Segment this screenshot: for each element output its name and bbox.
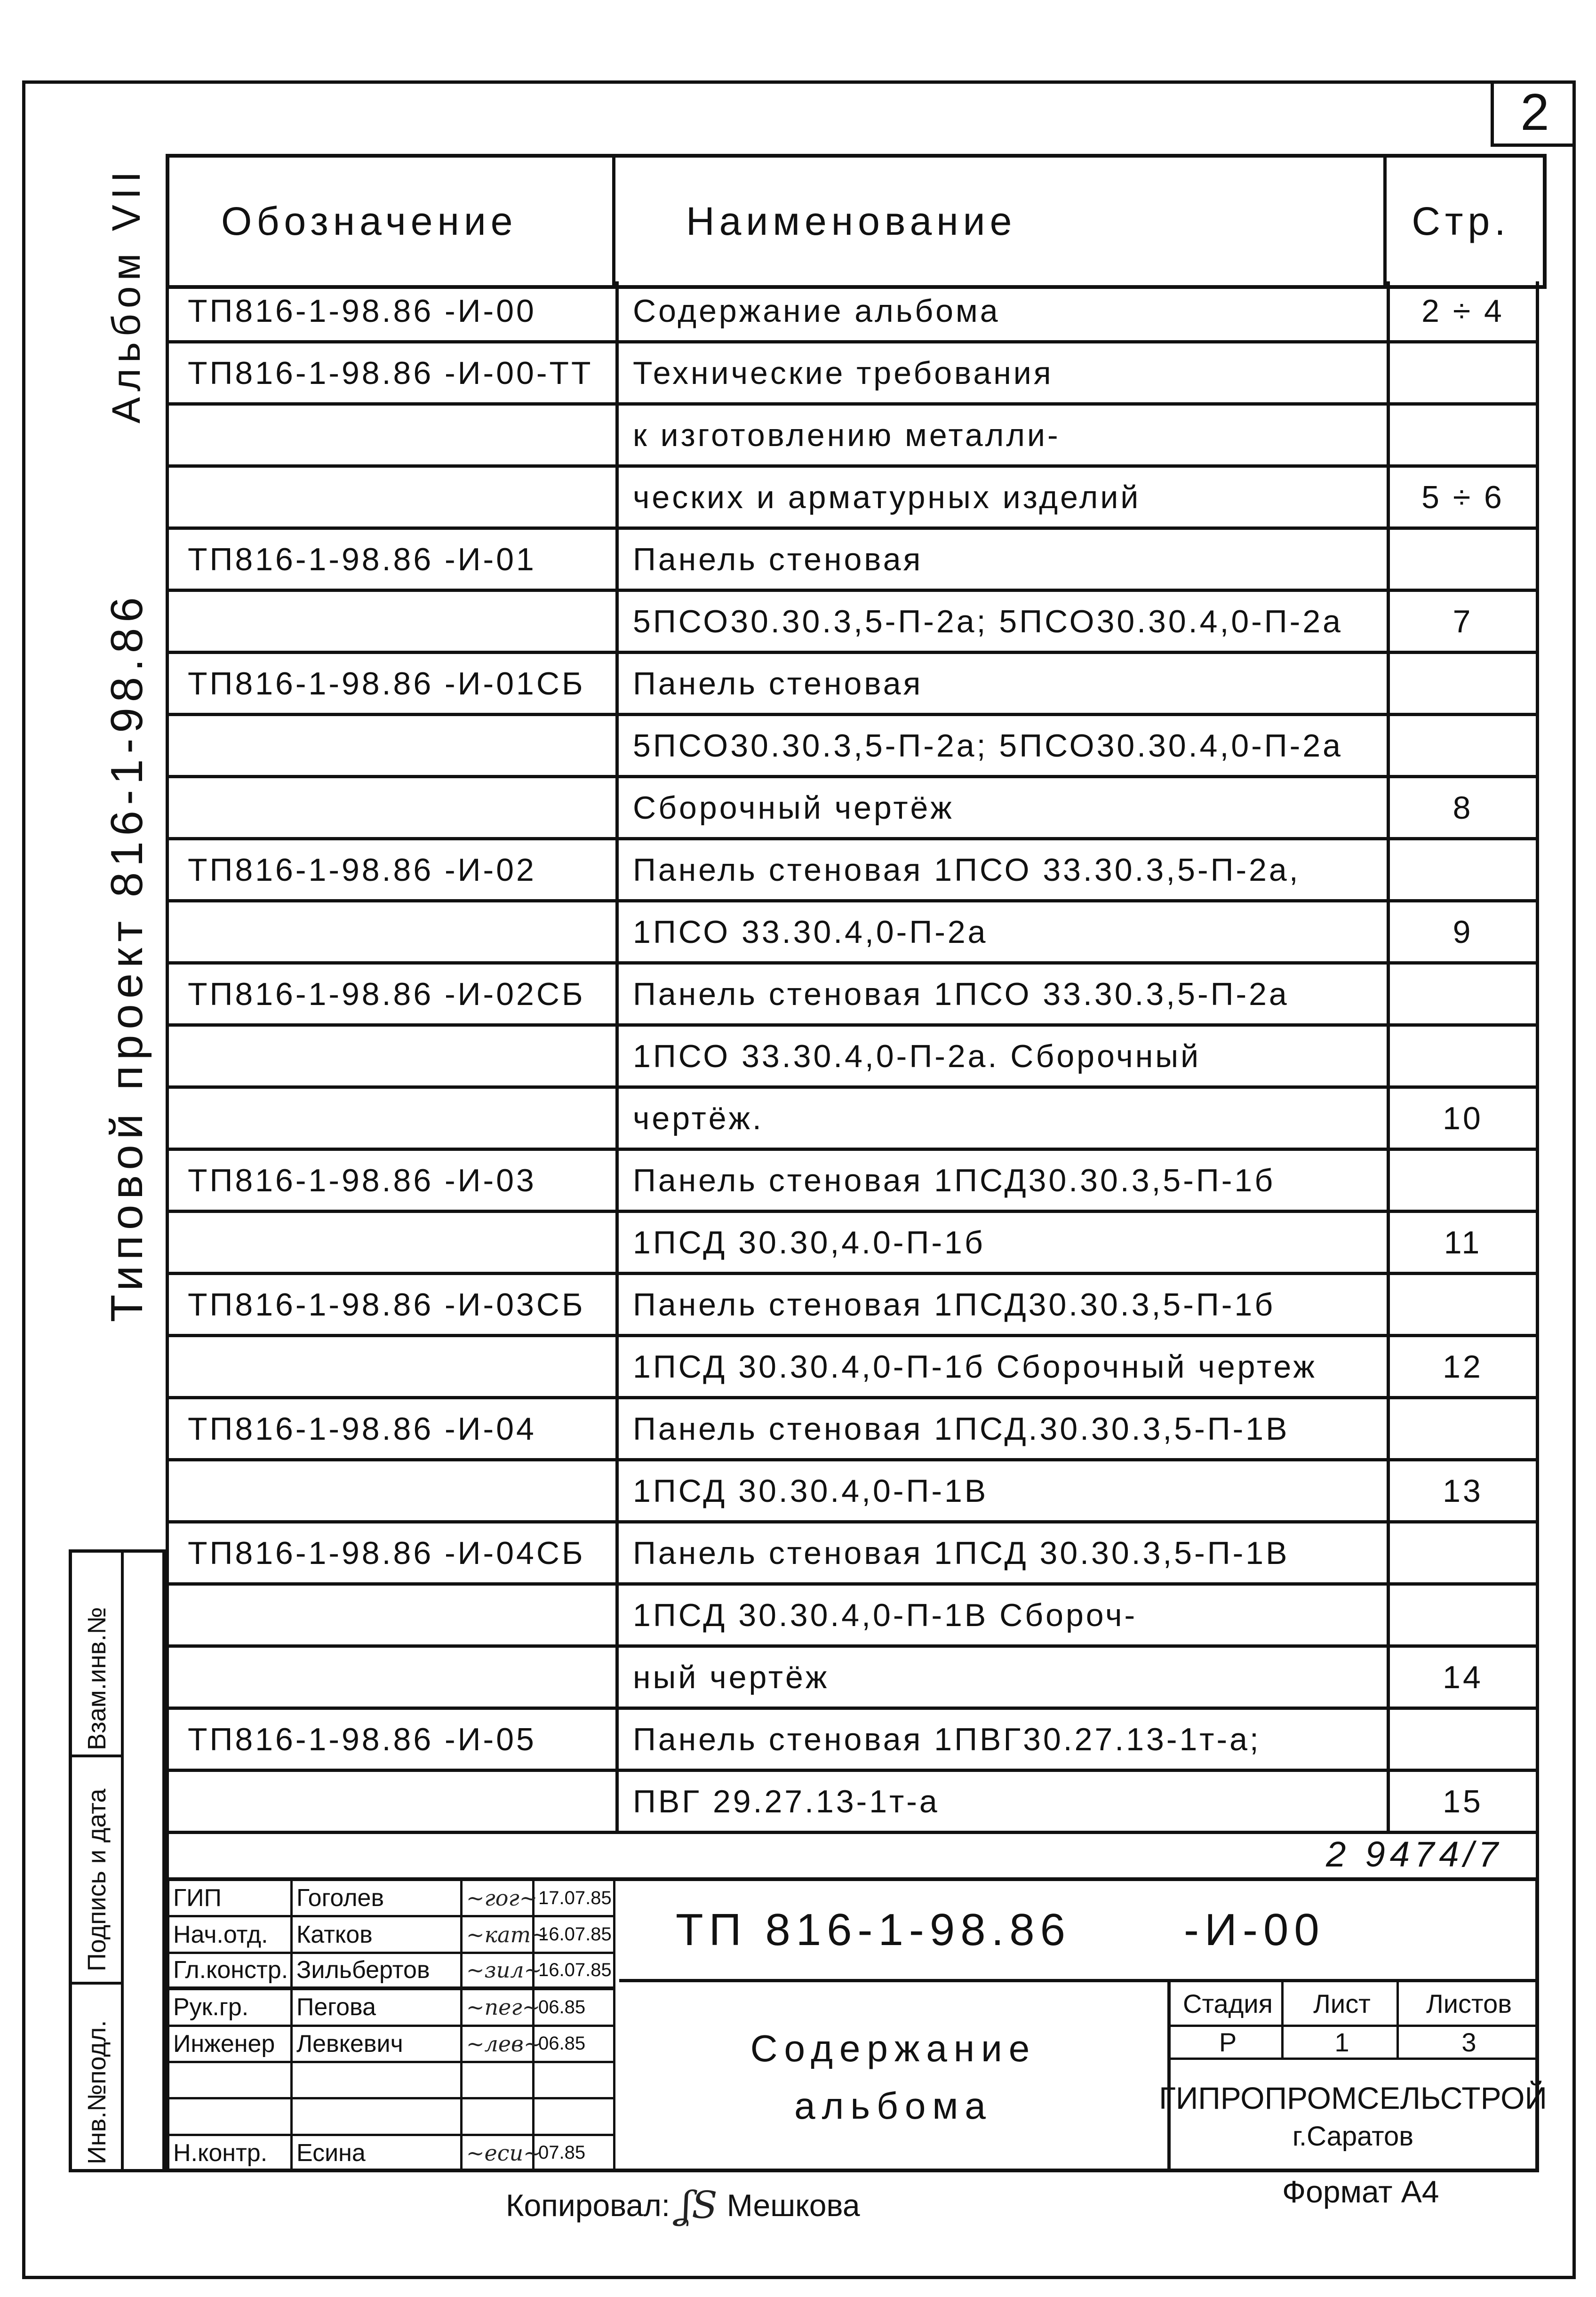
row-page: 2 ÷ 4	[1421, 293, 1504, 329]
row-name: 1ПСД 30.30.4,0-П-1В	[619, 1461, 1390, 1520]
row-designation: ТП816-1-98.86 -И-05	[169, 1710, 619, 1769]
row-page: 15	[1443, 1783, 1483, 1819]
table-row	[166, 530, 1539, 592]
table-row	[166, 1275, 1539, 1337]
person-role	[169, 2063, 293, 2099]
row-designation: ТП816-1-98.86 -И-00-ТТ	[169, 343, 619, 402]
row-page	[1390, 1586, 1536, 1644]
copied-by	[506, 2183, 860, 2227]
row-designation: ТП816-1-98.86 -И-04СБ	[169, 1523, 619, 1582]
sheets-label: Листов	[1399, 1982, 1535, 2027]
document-title-line2: альбома	[794, 2085, 992, 2127]
person-signature: ~зил~	[463, 1954, 535, 1990]
sheet-label: Лист	[1284, 1982, 1399, 2027]
row-page: 12	[1443, 1348, 1483, 1385]
row-page	[1390, 406, 1536, 464]
table-row	[166, 1337, 1539, 1399]
row-designation	[169, 716, 619, 775]
row-page: 14	[1443, 1659, 1483, 1695]
row-designation	[169, 468, 619, 526]
row-name: Содержание альбома	[619, 281, 1390, 340]
person-date: 16.07.85	[535, 1917, 615, 1954]
row-designation	[169, 1461, 619, 1520]
table-row	[166, 1399, 1539, 1461]
table-row	[166, 1151, 1539, 1213]
person-role: ГИП	[169, 1881, 293, 1917]
row-page: 8	[1452, 790, 1473, 826]
row-name: Панель стеновая 1ПСД30.30.3,5-П-1б	[619, 1151, 1390, 1210]
person-name: Зильбертов	[293, 1954, 463, 1990]
table-row	[166, 1648, 1539, 1710]
row-name: Панель стеновая 1ПСО 33.30.3,5-П-2а	[619, 965, 1390, 1023]
row-page	[1390, 1027, 1536, 1085]
project-label: Типовой проект 816-1-98.86	[102, 591, 152, 1322]
row-designation	[169, 406, 619, 464]
row-designation	[169, 1772, 619, 1831]
document-code	[619, 1881, 1539, 1982]
table-row	[166, 1586, 1539, 1648]
row-page	[1390, 1275, 1536, 1334]
row-name: ческих и арматурных изделий	[619, 468, 1390, 526]
table-row	[166, 1710, 1539, 1772]
row-name: Панель стеновая 1ПСД.30.30.3,5-П-1В	[619, 1399, 1390, 1458]
row-designation	[169, 1089, 619, 1148]
table-row	[166, 343, 1539, 406]
row-page: 13	[1443, 1473, 1483, 1509]
row-designation: ТП816-1-98.86 -И-01СБ	[169, 654, 619, 713]
approval-stamp	[69, 1549, 166, 2172]
row-name: Панель стеновая 1ПВГ30.27.13-1т-а;	[619, 1710, 1390, 1769]
header-designation: Обозначение	[169, 158, 615, 285]
organization	[1159, 2060, 1547, 2172]
table-row	[166, 1461, 1539, 1523]
row-page	[1390, 840, 1536, 899]
document-title-line1: Содержание	[750, 2027, 1037, 2069]
copier-name: Мешкова	[726, 2187, 860, 2223]
person-date	[535, 2063, 615, 2099]
row-page	[1390, 1399, 1536, 1458]
album-label: Альбом VII	[104, 166, 148, 423]
table-row	[166, 592, 1539, 654]
person-signature	[463, 2063, 535, 2099]
table-row	[166, 406, 1539, 468]
row-name: ПВГ 29.27.13-1т-а	[619, 1772, 1390, 1831]
person-signature: ~еси~	[463, 2136, 535, 2172]
organization-name: ГИПРОПРОМСЕЛЬСТРОЙ	[1159, 2081, 1547, 2115]
sheet-number: 2	[1491, 80, 1576, 147]
person-role: Инженер	[169, 2027, 293, 2063]
row-designation: ТП816-1-98.86 -И-00	[169, 281, 619, 340]
person-name	[293, 2063, 463, 2099]
row-name: 1ПСД 30.30.4,0-П-1В Сбороч-	[619, 1586, 1390, 1644]
inventory-note: 2 9474/7	[166, 1834, 1539, 1877]
person-name: Левкевич	[293, 2027, 463, 2063]
person-signature: ~гог~	[463, 1881, 535, 1917]
person-signature: ~кат~	[463, 1917, 535, 1954]
table-row	[166, 654, 1539, 716]
row-name: ный чертёж	[619, 1648, 1390, 1707]
row-designation	[169, 1648, 619, 1707]
stamp-sign-date: Подпись и дата	[83, 1788, 111, 1971]
person-date: 16.07.85	[535, 1954, 615, 1990]
person-date: 07.85	[535, 2136, 615, 2172]
copier-signature: ʆS	[679, 2183, 718, 2227]
sheets-value: 3	[1399, 2027, 1535, 2060]
row-name: 1ПСО 33.30.4,0-П-2а	[619, 902, 1390, 961]
row-page	[1390, 965, 1536, 1023]
table-row	[166, 1027, 1539, 1089]
person-date: 06.85	[535, 1990, 615, 2026]
person-role: Н.контр.	[169, 2136, 293, 2172]
person-date	[535, 2099, 615, 2136]
row-designation: ТП816-1-98.86 -И-04	[169, 1399, 619, 1458]
person-role: Гл.констр.	[169, 1954, 293, 1990]
table-row	[166, 1089, 1539, 1151]
row-name: Панель стеновая 1ПСД 30.30.3,5-П-1В	[619, 1523, 1390, 1582]
row-designation	[169, 1337, 619, 1396]
row-designation	[169, 778, 619, 837]
document-code-suffix: -И-00	[1184, 1905, 1325, 1955]
header-name: Наименование	[615, 158, 1387, 285]
row-designation: ТП816-1-98.86 -И-01	[169, 530, 619, 589]
person-role	[169, 2099, 293, 2136]
table-row	[166, 468, 1539, 530]
copied-label: Копировал:	[506, 2187, 670, 2223]
table-row	[166, 1772, 1539, 1834]
person-role: Нач.отд.	[169, 1917, 293, 1954]
row-page	[1390, 1151, 1536, 1210]
row-name: 1ПСО 33.30.4,0-П-2а. Сборочный	[619, 1027, 1390, 1085]
stamp-inv-orig: Инв.№подл.	[83, 2020, 111, 2164]
row-name: 5ПСО30.30.3,5-П-2а; 5ПСО30.30.4,0-П-2а	[619, 592, 1390, 651]
person-date: 06.85	[535, 2027, 615, 2063]
row-name: 5ПСО30.30.3,5-П-2а; 5ПСО30.30.4,0-П-2а	[619, 716, 1390, 775]
person-name	[293, 2099, 463, 2136]
person-signature: ~пег~	[463, 1990, 535, 2026]
row-page: 9	[1452, 914, 1473, 950]
row-page: 5 ÷ 6	[1421, 479, 1504, 515]
row-designation: ТП816-1-98.86 -И-02	[169, 840, 619, 899]
table-row	[166, 965, 1539, 1027]
table-row	[166, 716, 1539, 778]
stage-label: Стадия	[1171, 1982, 1284, 2027]
document-title	[619, 1982, 1171, 2172]
row-name: Панель стеновая 1ПСО 33.30.3,5-П-2а,	[619, 840, 1390, 899]
title-block	[166, 1877, 1547, 2172]
person-name: Гоголев	[293, 1881, 463, 1917]
row-name: Технические требования	[619, 343, 1390, 402]
header-page: Стр.	[1412, 199, 1510, 243]
person-name: Пегова	[293, 1990, 463, 2026]
row-page: 10	[1443, 1100, 1483, 1136]
table-row	[166, 1523, 1539, 1586]
row-name: Сборочный чертёж	[619, 778, 1390, 837]
row-designation	[169, 1586, 619, 1644]
row-name: 1ПСД 30.30,4.0-П-1б	[619, 1213, 1390, 1272]
table-row	[166, 778, 1539, 840]
sheet-value: 1	[1284, 2027, 1399, 2060]
organization-city: г.Саратов	[1292, 2121, 1414, 2152]
table-row	[166, 281, 1539, 343]
row-page	[1390, 1523, 1536, 1582]
format-label: Формат А4	[1282, 2174, 1439, 2209]
table-header	[166, 154, 1547, 289]
row-page	[1390, 343, 1536, 402]
row-page	[1390, 1710, 1536, 1769]
row-designation	[169, 592, 619, 651]
stage-value: Р	[1171, 2027, 1284, 2060]
table-row	[166, 1213, 1539, 1275]
row-designation: ТП816-1-98.86 -И-02СБ	[169, 965, 619, 1023]
person-signature: ~лев~	[463, 2027, 535, 2063]
row-name: Панель стеновая	[619, 530, 1390, 589]
row-name: Панель стеновая	[619, 654, 1390, 713]
row-designation	[169, 1027, 619, 1085]
row-page	[1390, 654, 1536, 713]
row-name: Панель стеновая 1ПСД30.30.3,5-П-1б	[619, 1275, 1390, 1334]
person-name: Есина	[293, 2136, 463, 2172]
person-signature	[463, 2099, 535, 2136]
stamp-replace-inv: Взам.инв.№	[83, 1607, 111, 1750]
row-designation	[169, 902, 619, 961]
row-designation: ТП816-1-98.86 -И-03СБ	[169, 1275, 619, 1334]
table-row	[166, 840, 1539, 902]
row-name: 1ПСД 30.30.4,0-П-1б Сборочный чертеж	[619, 1337, 1390, 1396]
person-role: Рук.гр.	[169, 1990, 293, 2026]
document-code-main: ТП 816-1-98.86	[676, 1905, 1071, 1955]
person-name: Катков	[293, 1917, 463, 1954]
row-page	[1390, 716, 1536, 775]
row-page: 7	[1452, 603, 1473, 639]
row-name: чертёж.	[619, 1089, 1390, 1148]
row-page: 11	[1444, 1224, 1482, 1260]
row-designation	[169, 1213, 619, 1272]
row-name: к изготовлению металли-	[619, 406, 1390, 464]
table-row	[166, 902, 1539, 965]
person-date: 17.07.85	[535, 1881, 615, 1917]
row-page	[1390, 530, 1536, 589]
row-designation: ТП816-1-98.86 -И-03	[169, 1151, 619, 1210]
